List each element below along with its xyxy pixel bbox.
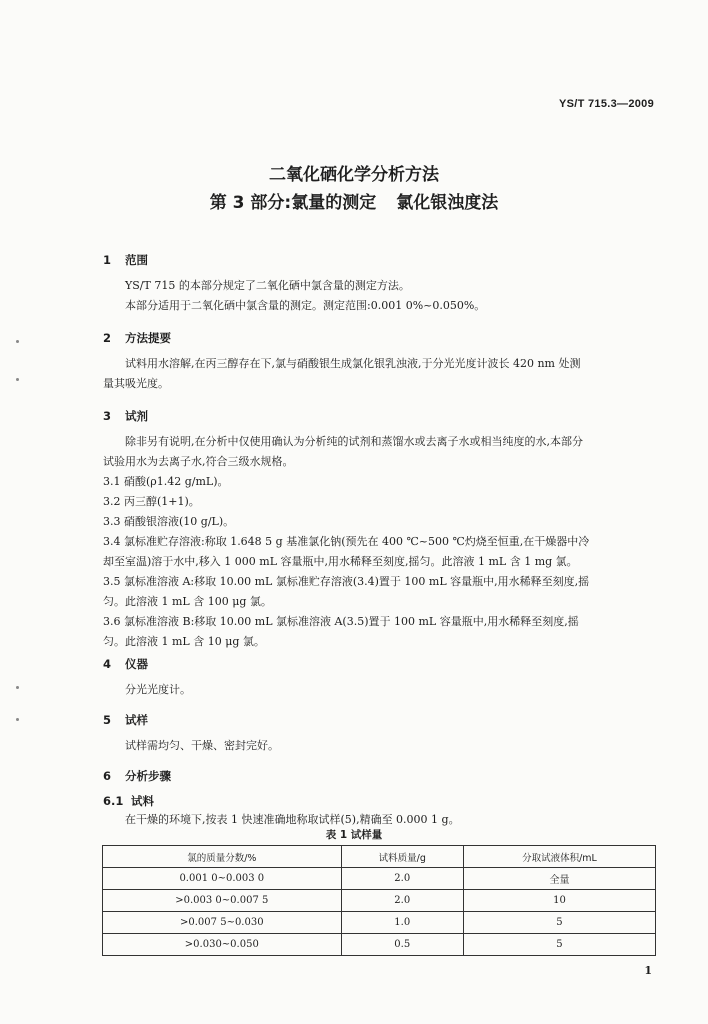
table-cell: 10 — [463, 890, 655, 912]
scan-speck — [16, 686, 19, 689]
table-cell: 2.0 — [341, 890, 463, 912]
sample-mass-table — [102, 845, 656, 956]
table-cell: 5 — [463, 912, 655, 934]
subsection-6-1-heading — [103, 793, 154, 809]
section-2-para-1: 试料用水溶解,在丙三醇存在下,氯与硝酸银生成氯化银乳浊液,于分光光度计波长 420 nm 处测 — [125, 357, 581, 370]
section-title: 仪器 — [125, 657, 148, 671]
section-title: 试样 — [125, 713, 148, 727]
section-title: 试剂 — [125, 409, 148, 423]
table-header-cell: 分取试液体积/mL — [463, 846, 655, 868]
reagent-3-1: 3.1 硝酸(ρ1.42 g/mL)。 — [103, 475, 229, 488]
table-header-cell: 试料质量/g — [341, 846, 463, 868]
reagent-3-5-cont: 匀。此溶液 1 mL 含 100 μg 氯。 — [103, 595, 272, 608]
table-caption: 表 1 试样量 — [325, 829, 383, 841]
table-cell: 5 — [463, 934, 655, 956]
section-2-heading — [103, 330, 171, 346]
section-3-para-1: 除非另有说明,在分析中仅使用确认为分析纯的试剂和蒸馏水或去离子水或相当纯度的水,本部分 — [125, 435, 583, 448]
reagent-3-4-cont: 却至室温)溶于水中,移入 1 000 mL 容量瓶中,用水稀释至刻度,摇匀。此溶液 1 mL 含 1 mg 氯。 — [103, 555, 578, 568]
scan-speck — [16, 718, 19, 721]
reagent-3-3: 3.3 硝酸银溶液(10 g/L)。 — [103, 515, 235, 528]
table-header-cell: 氯的质量分数/% — [103, 846, 342, 868]
table-row — [103, 890, 656, 912]
section-title: 分析步骤 — [125, 769, 171, 783]
section-number: 3 — [103, 409, 112, 423]
section-number: 2 — [103, 331, 112, 345]
reagent-3-5: 3.5 氯标准溶液 A:移取 10.00 mL 氯标准贮存溶液(3.4)置于 100 mL 容量瓶中,用水稀释至刻度,摇 — [103, 575, 590, 588]
section-4-para-1: 分光光度计。 — [125, 683, 191, 696]
reagent-3-2: 3.2 丙三醇(1+1)。 — [103, 495, 200, 508]
subtitle-method: 氯化银浊度法 — [396, 193, 499, 213]
section-number: 6 — [103, 769, 112, 783]
table-cell: >0.003 0~0.007 5 — [103, 890, 342, 912]
table-cell: 1.0 — [341, 912, 463, 934]
section-3-para-1-cont: 试验用水为去离子水,符合三级水规格。 — [103, 455, 294, 468]
table-cell: 0.5 — [341, 934, 463, 956]
table-row — [103, 934, 656, 956]
table-row — [103, 912, 656, 934]
table-cell: 全量 — [463, 868, 655, 890]
section-1-para-2: 本部分适用于二氧化硒中氯含量的测定。测定范围:0.001 0%~0.050%。 — [125, 299, 486, 312]
section-number: 4 — [103, 657, 112, 671]
reagent-3-4: 3.4 氯标准贮存溶液:称取 1.648 5 g 基准氯化钠(预先在 400 ℃~500 ℃灼烧至恒重,在干燥器中冷 — [103, 535, 590, 548]
section-4-heading — [103, 656, 148, 672]
reagent-3-6: 3.6 氯标准溶液 B:移取 10.00 mL 氯标准溶液 A(3.5)置于 100 mL 容量瓶中,用水稀释至刻度,摇 — [103, 615, 579, 628]
subsection-title: 试料 — [131, 794, 154, 808]
section-number: 5 — [103, 713, 112, 727]
table-cell: >0.030~0.050 — [103, 934, 342, 956]
section-5-heading — [103, 712, 148, 728]
document-title: 二氧化硒化学分析方法 — [269, 165, 439, 185]
standard-number: YS/T 715.3—2009 — [558, 98, 654, 110]
table-cell: 0.001 0~0.003 0 — [103, 868, 342, 890]
document-subtitle — [0, 188, 708, 213]
section-6-para-1: 在干燥的环境下,按表 1 快速准确地称取试样(5),精确至 0.000 1 g。 — [125, 813, 460, 826]
subtitle-part: 第 3 部分:氯量的测定 — [209, 193, 377, 213]
reagent-3-6-cont: 匀。此溶液 1 mL 含 10 μg 氯。 — [103, 635, 265, 648]
table-cell: >0.007 5~0.030 — [103, 912, 342, 934]
table-header-row — [103, 846, 656, 868]
section-title: 范围 — [125, 253, 148, 267]
table-row — [103, 868, 656, 890]
section-2-para-1-cont: 量其吸光度。 — [103, 377, 169, 390]
section-1-heading — [103, 252, 148, 268]
section-6-heading — [103, 768, 171, 784]
section-1-para-1: YS/T 715 的本部分规定了二氧化硒中氯含量的测定方法。 — [125, 279, 410, 292]
section-5-para-1: 试样需均匀、干燥、密封完好。 — [125, 739, 279, 752]
scan-speck — [16, 378, 19, 381]
section-3-heading — [103, 408, 148, 424]
table-cell: 2.0 — [341, 868, 463, 890]
section-title: 方法提要 — [125, 331, 171, 345]
page-number: 1 — [644, 964, 652, 977]
scan-speck — [16, 340, 19, 343]
section-number: 1 — [103, 253, 112, 267]
subsection-number: 6.1 — [103, 794, 124, 808]
